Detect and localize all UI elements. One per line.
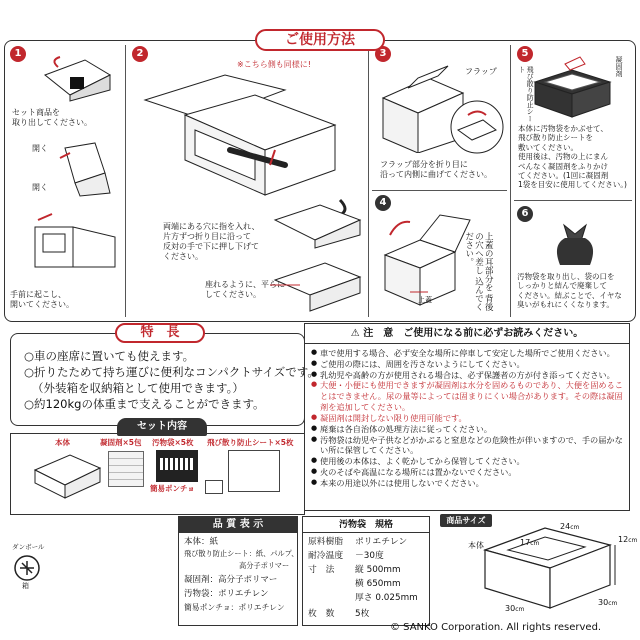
caution-item: ● 火のそばや高温になる場所には置かないでください。 xyxy=(311,467,625,478)
size-30-left: 30cm xyxy=(505,604,525,613)
size-30-right: 30cm xyxy=(598,598,618,607)
feature-item: （外装箱を収納箱として使用できます。） xyxy=(32,381,244,395)
open-label: 開く xyxy=(32,144,48,153)
divider xyxy=(372,190,507,191)
quality-line: 本体：紙 xyxy=(184,537,219,547)
recycle-icon xyxy=(14,555,40,581)
open-label-2: 開く xyxy=(32,183,48,192)
flap-label: フラップ xyxy=(465,67,497,76)
caution-item: ● 乳幼児や高齢の方が使用される場合は、必ず保護者の方が付き添ってください。 xyxy=(311,370,625,381)
caution-item: ● 汚物袋は幼児や子供などがかぶると窒息などの危険性が伴いますので、手の届かない所に保管してください。 xyxy=(311,435,625,457)
step3-text: フラップ部分を折り目に 沿って内側に曲げてください。 xyxy=(380,160,492,179)
spec-value: ポリエチレン xyxy=(355,537,408,547)
bag-pack-icon xyxy=(156,450,198,482)
lid-label: 上蓋 xyxy=(418,296,432,304)
step2-box-illustration xyxy=(135,60,360,215)
spec-value: 縦 500mm xyxy=(355,565,401,575)
spec-value: －30度 xyxy=(355,551,384,561)
step2-note: ※こちら側も同様に! xyxy=(237,60,311,69)
caution-list xyxy=(311,348,625,489)
caution-item: ● 大便・小便にも使用できますが凝固剤は水分を固めるものであり、大便を固めることはできません。尿の量等によっては固まりにくい場合があります。その際は凝固剤を追加してください。 xyxy=(311,380,625,412)
quality-title: 品 質 表 示 xyxy=(179,517,297,533)
divider xyxy=(510,45,511,317)
feature-item: ○約120kgの体重まで支えることができます。 xyxy=(24,397,265,411)
copyright: © SANKO Corporation. All rights reserved. xyxy=(390,622,602,633)
step2-text-b: 座れるように、平らに してください。 xyxy=(205,280,285,299)
quality-section xyxy=(178,516,298,626)
caution-item: ● 車で使用する場合、必ず安全な場所に停車して安定した場所でご使用ください。 xyxy=(311,348,625,359)
usage-title: ご使用方法 xyxy=(255,29,385,51)
caution-item: ● 凝固剤は開封しない限り使用可能です。 xyxy=(311,413,625,424)
spec-value: 横 650mm xyxy=(355,579,401,589)
step3-number: 3 xyxy=(375,46,391,62)
step5-text: 本体に汚物袋をかぶせて、 飛び散り防止シートを 敷いてください。 使用後は、汚物の上にまん べんなく凝固剤をふりかけ てください。(1回に凝固剤 1袋を目安に使用してください。) xyxy=(518,124,627,190)
caution-item: ● ご使用の際には、周囲を汚さないようにしてください。 xyxy=(311,359,625,370)
body-box-icon xyxy=(30,450,105,505)
step6-number: 6 xyxy=(517,206,533,222)
set-sheet-label: 飛び散り防止シート×5枚 xyxy=(207,438,294,447)
size-24: 24cm xyxy=(560,522,580,531)
sheet-icon xyxy=(228,450,280,492)
box-label: 箱 xyxy=(22,582,29,590)
spec-value: 5枚 xyxy=(355,609,370,619)
caution-item: ● 使用後の本体は、よく乾かしてから保管してください。 xyxy=(311,456,625,467)
step5-number: 5 xyxy=(517,46,533,62)
step1-text: セット商品を 取り出してください。 xyxy=(12,108,92,127)
spec-key: 寸 法 xyxy=(308,565,335,575)
quality-line: 飛び散り防止シート：紙、パルプ、 xyxy=(184,549,299,558)
set-bag-label: 汚物袋×5枚 xyxy=(152,438,194,447)
feature-item: ○折りたためて持ち運びに便利なコンパクトサイズです。 xyxy=(24,365,319,379)
step5-box-illustration xyxy=(530,52,615,122)
size-body-label: 本体 xyxy=(468,541,484,550)
step1-number: 1 xyxy=(10,46,26,62)
spec-value: 厚さ 0.025mm xyxy=(355,593,418,603)
caution-item: ● 本来の用途以外には使用しないでください。 xyxy=(311,478,625,489)
quality-line: 高分子ポリマー xyxy=(239,561,290,570)
caution-item: ● 廃棄は各自治体の処理方法に従ってください。 xyxy=(311,424,625,435)
step1-raise-illustration xyxy=(30,212,120,272)
set-contents-title: セット内容 xyxy=(117,418,207,436)
step3-fold-illustration xyxy=(448,100,506,155)
set-poncho-label: 簡易ポンチョ xyxy=(150,484,195,493)
step1-raise-text: 手前に起こし、 開いてください。 xyxy=(10,290,74,309)
step4-number: 4 xyxy=(375,195,391,211)
spec-key: 原料樹脂 xyxy=(308,537,344,547)
set-body-label: 本体 xyxy=(55,438,70,447)
step2-text-a: 両端にある穴に指を入れ、 片方ずつ折り目に沿って 反対の手で下に押し下げて ください。 xyxy=(163,222,260,261)
poncho-icon xyxy=(205,480,223,494)
spec-key: 耐冷温度 xyxy=(308,551,344,561)
step2-flat-illustration xyxy=(270,255,365,315)
cardboard-label: ダンボール xyxy=(12,543,45,551)
feature-item: ○車の座席に置いても使えます。 xyxy=(24,349,195,363)
sheet-label: 飛び散り防止シート xyxy=(518,66,535,122)
step1-box-illustration xyxy=(40,55,115,103)
step2-number: 2 xyxy=(132,46,148,62)
quality-line: 簡易ポンチョ：ポリエチレン xyxy=(184,603,285,612)
gel-label: 凝固剤 xyxy=(615,56,624,77)
set-gel-label: 凝固剤×5包 xyxy=(100,438,142,447)
step4-box-illustration xyxy=(380,200,475,310)
size-title: 商品サイズ xyxy=(440,514,492,527)
features-title: 特 長 xyxy=(115,323,205,343)
step1-open-illustration xyxy=(55,138,115,198)
quality-line: 凝固剤：高分子ポリマー xyxy=(184,575,278,585)
step2-detail-illustration xyxy=(270,200,365,250)
garbage-bag-icon xyxy=(550,220,600,270)
divider xyxy=(514,200,632,201)
divider xyxy=(125,45,126,317)
caution-title: ⚠ 注 意 ご使用になる前に必ずお読みください。 xyxy=(305,324,629,344)
caution-section xyxy=(304,323,630,511)
step6-text: 汚物袋を取り出し、袋の口を しっかりと結んで廃棄して ください。結ぶことで、イヤな 臭いがもれにくくなります。 xyxy=(517,272,622,310)
size-17: 17cm xyxy=(520,538,540,547)
divider xyxy=(368,45,369,317)
spec-key: 枚 数 xyxy=(308,609,335,619)
quality-line: 汚物袋：ポリエチレン xyxy=(184,589,269,599)
step4-side-text: 上蓋の耳部分を 背後の穴へ差し 込んでください。 xyxy=(463,232,494,312)
bag-spec-title: 汚物袋 規格 xyxy=(303,517,429,533)
gel-pack-icon xyxy=(108,451,144,487)
size-12: 12cm xyxy=(618,535,638,544)
bag-spec-section xyxy=(302,516,430,626)
